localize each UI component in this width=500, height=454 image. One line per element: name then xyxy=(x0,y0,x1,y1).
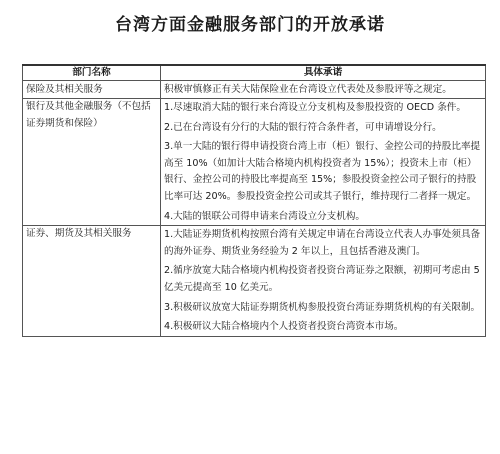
commitment-item: 1.尽速取消大陆的银行来台湾设立分支机构及参股投资的 OECD 条件。 xyxy=(164,102,466,113)
commitments-table xyxy=(22,64,486,337)
page-title: 台湾方面金融服务部门的开放承诺 xyxy=(115,15,385,35)
commitment-item: 3.积极研议放宽大陆证券期货机构参股投资台湾证券期货机构的有关限制。 xyxy=(164,301,481,313)
commitment-cell xyxy=(161,99,486,226)
table-row xyxy=(23,81,486,99)
commitment-item: 2.已在台湾设有分行的大陆的银行符合条件者，可申请增设分行。 xyxy=(164,121,442,133)
commitment-item: 积极审慎修正有关大陆保险业在台湾设立代表处及参股评等之规定。 xyxy=(164,84,452,95)
table-header-row xyxy=(23,65,486,81)
commitment-item: 2.循序放宽大陆合格境内机构投资者投资台湾证券之限额，初期可考虑由 5 亿美元提高至 10 亿美元。 xyxy=(164,265,480,293)
commitment-item: 4.大陆的银联公司得申请来台湾设立分支机构。 xyxy=(164,210,366,222)
commitment-cell xyxy=(161,81,486,99)
sector-cell: 证券、期货及其相关服务 xyxy=(23,226,161,337)
table-row xyxy=(23,99,486,226)
commitment-item: 1.大陆证券期货机构按照台湾有关规定申请在台湾设立代表人办事处须具备的海外证券、期货业务经验为 2 年以上，且包括香港及澳门。 xyxy=(164,229,481,257)
sector-cell: 银行及其他金融服务（不包括证券期货和保险） xyxy=(23,99,161,226)
sector-cell: 保险及其相关服务 xyxy=(23,81,161,99)
commitment-item: 4.积极研议大陆合格境内个人投资者投资台湾资本市场。 xyxy=(164,321,404,333)
commitment-cell xyxy=(161,226,486,337)
column-header-sector: 部门名称 xyxy=(23,65,161,81)
table-row xyxy=(23,226,486,337)
column-header-commitments: 具体承诺 xyxy=(161,65,486,81)
commitment-item: 3.单一大陆的银行得申请投资台湾上市（柜）银行、金控公司的持股比率提高至 10%（如加计大陆合格境内机构投资者为 15%）；投资未上市（柜）银行、金控公司的持股比率提高至 15%；参股投资金控公司子银行的持股比率可达 20%。参股投资金控公司或其子银行，维持现行二者择一规定。 xyxy=(164,141,481,202)
